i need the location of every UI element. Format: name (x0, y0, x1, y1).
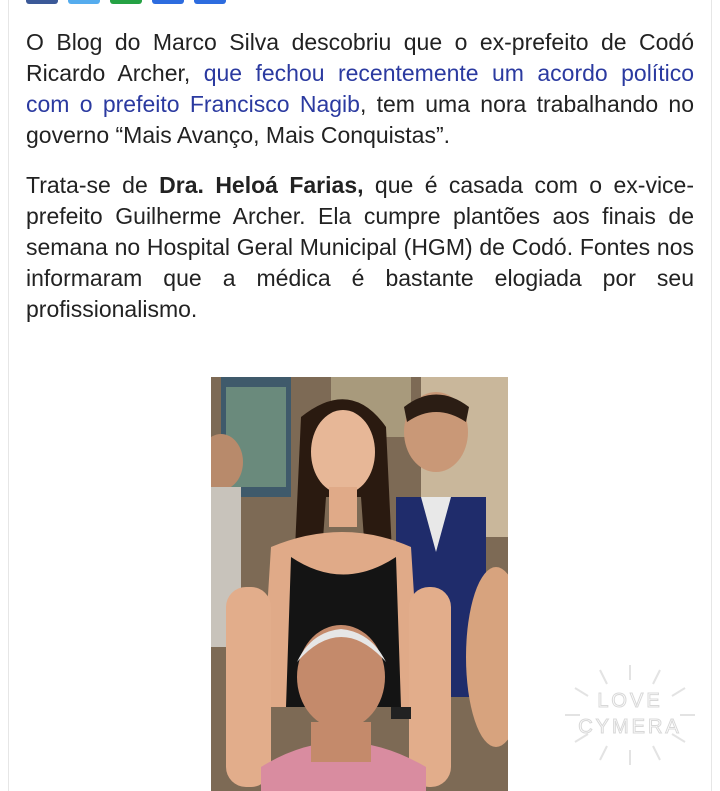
article-photo (211, 377, 508, 791)
article-link[interactable]: que fechou recentemente um acordo político com o prefeito Francisco Nagib (26, 60, 694, 117)
paragraph-1-text-end: , tem uma nora trabalhando no governo “Mais Avanço, Mais Conquistas”. (26, 91, 694, 148)
article-paragraph-2 (26, 170, 694, 325)
paragraph-2-text-end: que é casada com o ex-vice-prefeito Guilherme Archer. Ela cumpre plantões aos finais de semana no Hospital Geral Municipal (HGM) de Codó. Fontes nos informaram que a médica é bastante elogiada por seu profissionalismo. (26, 172, 694, 322)
family-photo-illustration (211, 377, 508, 791)
share-share-button[interactable] (194, 0, 226, 4)
watermark-line-1: LOVE (597, 690, 663, 712)
twitter-share-button[interactable] (68, 0, 100, 4)
doctor-name: Dra. Heloá Farias, (159, 172, 364, 198)
whatsapp-share-button[interactable] (110, 0, 142, 4)
facebook-share-button[interactable] (26, 0, 58, 4)
sunburst-icon (560, 660, 700, 770)
watermark-line-2: CYMERA (578, 716, 682, 738)
share-buttons-row (26, 0, 226, 4)
article-paragraph-1 (26, 27, 694, 151)
article-body (26, 27, 694, 344)
messenger-share-button[interactable] (152, 0, 184, 4)
cymera-watermark (560, 660, 700, 770)
paragraph-2-text-start: Trata-se de (26, 172, 160, 198)
paragraph-1-text-start: O Blog do Marco Silva descobriu que o ex-prefeito de Codó Ricardo Archer, (26, 29, 694, 86)
